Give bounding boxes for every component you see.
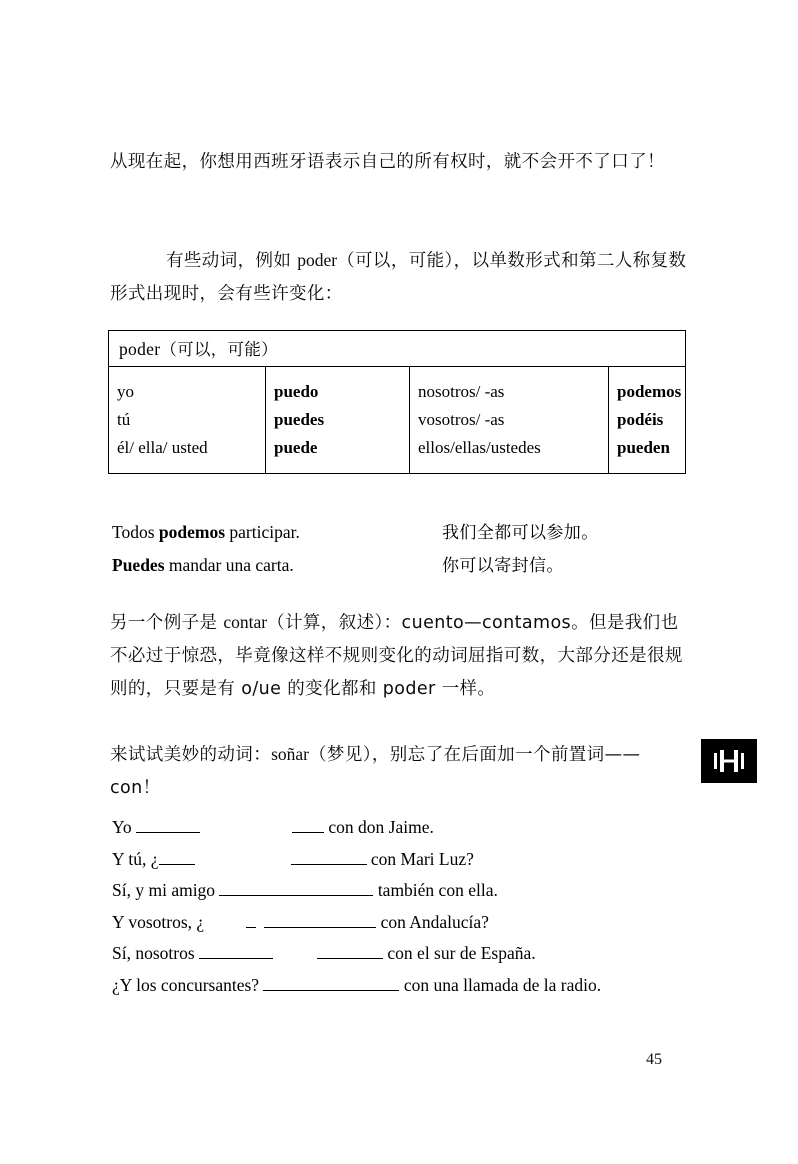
table-row — [109, 434, 722, 473]
exercise-6-lead: ¿Y los concursantes? — [112, 974, 264, 995]
form-plural-2: podéis — [609, 406, 723, 434]
example-2-post: mandar una carta. — [164, 555, 294, 575]
conjugation-grid — [109, 367, 722, 473]
exercise-5-blank-b[interactable] — [317, 942, 383, 959]
dumbbell-icon — [701, 739, 757, 783]
exercise-6-blank-b[interactable] — [347, 973, 399, 990]
verbs-intro-text-2: （可以，可能），以单数形式和第二人称复数形式出现时，会有些许变化： — [110, 251, 687, 304]
paragraph-sonar — [110, 738, 690, 805]
sonar-text-2: （梦见），别忘了在后面加一个前置词——con！ — [110, 745, 641, 798]
exercise-1-tail: con don Jaime. — [324, 817, 434, 837]
pronoun-plural-3: ellos/ellas/ustedes — [410, 434, 609, 473]
verbs-intro-text-1: 有些动词，例如 — [166, 251, 298, 271]
table-row — [109, 367, 722, 406]
exercise-line-5 — [112, 938, 712, 970]
contar-text-2: （计算，叙述）：cuento—contamos。但是我们也不必过于惊恐，毕竟像这样不规则变化的动词屈指可数，大部分还是很规则的，只要是有 o/ue 的变化都和 poder 一样。 — [110, 613, 683, 699]
example-chinese-2: 你可以寄封信。 — [442, 556, 564, 576]
pronoun-singular-2: tú — [109, 406, 266, 434]
example-sentences — [112, 518, 692, 584]
exercise-5-lead: Sí, nosotros — [112, 943, 200, 963]
exercise-line-2 — [112, 844, 712, 876]
exercise-5-tail: con el sur de España. — [383, 943, 536, 963]
table-row — [109, 406, 722, 434]
conjugation-table-title — [109, 331, 685, 367]
example-spanish-1 — [112, 522, 442, 543]
example-1-post: participar. — [225, 522, 300, 542]
form-singular-2: puedes — [274, 410, 325, 429]
pronoun-plural-2: vosotros/ -as — [410, 406, 609, 434]
form-singular-3: puede — [274, 438, 318, 457]
example-spanish-2 — [112, 555, 442, 576]
conjugation-table-verb: poder — [119, 339, 161, 359]
example-row — [112, 551, 692, 584]
sonar-text-1: 来试试美妙的动词： — [110, 745, 272, 765]
pronoun-singular-1: yo — [109, 367, 266, 406]
contar-verb: contar — [223, 612, 268, 632]
exercise-6-blank-a[interactable] — [263, 973, 347, 990]
example-chinese-1: 我们全都可以参加。 — [442, 523, 599, 543]
sonar-verb: soñar — [271, 744, 310, 764]
example-row — [112, 518, 692, 551]
conjugation-table — [108, 330, 686, 474]
form-plural-1: podemos — [609, 367, 723, 406]
paragraph-verbs-intro — [110, 244, 690, 311]
exercise-2-tail: con Mari Luz? — [366, 848, 474, 869]
exercise-3-blank-b[interactable] — [327, 879, 373, 896]
exercise-3-tail: también con ella. — [373, 880, 498, 900]
paragraph-intro: 从现在起，你想用西班牙语表示自己的所有权时，就不会开不了口了！ — [110, 152, 665, 172]
exercise-line-1 — [112, 812, 712, 844]
exercise-1-blank-a[interactable] — [136, 816, 200, 833]
exercise-1-lead: Yo — [112, 817, 137, 837]
conjugation-table-gloss: （可以，可能） — [160, 340, 278, 359]
fill-in-blank-exercises — [112, 812, 712, 1001]
exercise-6-tail: con una llamada de la radio. — [399, 974, 602, 995]
exercise-5-blank-a[interactable] — [199, 942, 273, 959]
form-singular-1: puedo — [274, 382, 319, 401]
exercise-3-lead: Sí, y mi amigo — [112, 880, 220, 900]
exercise-1-blank-b[interactable] — [292, 816, 324, 833]
exercise-line-6 — [112, 970, 712, 1002]
exercise-line-3 — [112, 875, 712, 907]
example-1-bold: podemos — [158, 522, 226, 542]
exercise-4-tail: con Andalucía? — [376, 911, 489, 932]
example-1-pre: Todos — [112, 522, 159, 542]
verbs-intro-verb: poder — [297, 250, 338, 270]
exercise-2-lead: Y tú, ¿ — [112, 848, 159, 869]
exercise-2-blank-a[interactable] — [159, 847, 195, 864]
page-number: 45 — [646, 1051, 662, 1068]
exercise-4-blank-b[interactable] — [264, 910, 376, 927]
exercise-4-blank-a[interactable] — [246, 910, 256, 927]
example-2-bold: Puedes — [112, 555, 165, 575]
pronoun-plural-1: nosotros/ -as — [410, 367, 609, 406]
form-plural-3: pueden — [609, 434, 723, 473]
pronoun-singular-3: él/ ella/ usted — [109, 434, 266, 473]
exercise-3-blank-a[interactable] — [219, 879, 327, 896]
contar-text-1: 另一个例子是 — [110, 613, 224, 633]
paragraph-contar — [110, 606, 696, 706]
exercise-line-4 — [112, 907, 712, 939]
exercise-2-blank-b[interactable] — [291, 847, 367, 864]
exercise-4-lead: Y vosotros, ¿ — [112, 911, 205, 932]
